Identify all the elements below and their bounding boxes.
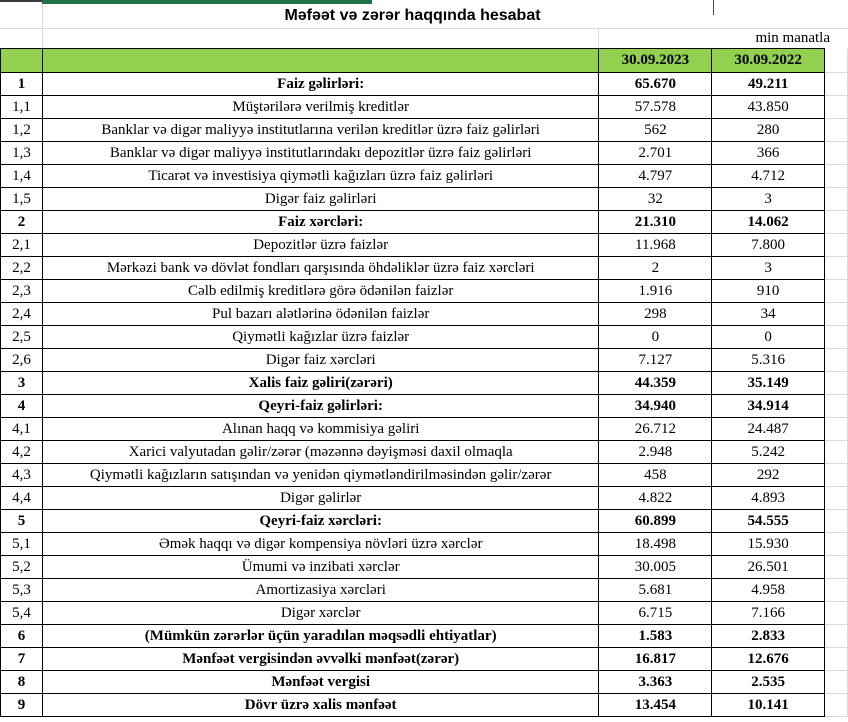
row-number[interactable]: 4,4	[1, 487, 43, 510]
row-label[interactable]: Mərkəzi bank və dövlət fondları qarşısında öhdəliklər üzrə faiz xərcləri	[42, 257, 599, 280]
row-label[interactable]: Digər faiz xərcləri	[42, 349, 599, 372]
grid-edge-cell	[825, 119, 848, 142]
row-label[interactable]: Banklar və digər maliyyə institutlarına verilən kreditlər üzrə faiz gəlirləri	[42, 119, 599, 142]
row-number[interactable]: 1	[1, 73, 43, 96]
row-number[interactable]: 2,6	[1, 349, 43, 372]
value-2023[interactable]: 6.715	[599, 602, 712, 625]
table-row	[1, 234, 848, 257]
value-2022[interactable]: 14.062	[712, 211, 825, 234]
row-number[interactable]: 7	[1, 648, 43, 671]
row-label[interactable]: Ticarət və investisiya qiymətli kağızları üzrə faiz gəlirləri	[42, 165, 599, 188]
row-label[interactable]: Digər gəlirlər	[42, 487, 599, 510]
table-row	[1, 533, 848, 556]
value-2022[interactable]: 366	[712, 142, 825, 165]
unit-note: min manatla	[755, 30, 830, 46]
grid-edge-cell	[825, 395, 848, 418]
table-row	[1, 349, 848, 372]
value-2023[interactable]: 34.940	[599, 395, 712, 418]
row-label[interactable]: (Mümkün zərərlər üçün yaradılan məqsədli ehtiyatlar)	[42, 625, 599, 648]
grid-edge-cell	[825, 326, 848, 349]
row-number[interactable]: 5	[1, 510, 43, 533]
grid-edge-cell	[825, 441, 848, 464]
grid-edge-cell	[825, 165, 848, 188]
value-2023[interactable]: 21.310	[599, 211, 712, 234]
row-label[interactable]: Pul bazarı alətlərinə ödənilən faizlər	[42, 303, 599, 326]
value-2023[interactable]: 60.899	[599, 510, 712, 533]
value-2023[interactable]: 11.968	[599, 234, 712, 257]
value-2022[interactable]: 12.676	[712, 648, 825, 671]
grid-edge-cell	[825, 234, 848, 257]
value-2022[interactable]: 5.316	[712, 349, 825, 372]
grid-edge-cell	[825, 96, 848, 119]
row-number[interactable]: 5,4	[1, 602, 43, 625]
value-2023[interactable]: 562	[599, 119, 712, 142]
value-2022[interactable]: 7.800	[712, 234, 825, 257]
value-2023[interactable]: 4.797	[599, 165, 712, 188]
row-number[interactable]: 4,3	[1, 464, 43, 487]
value-2023[interactable]: 7.127	[599, 349, 712, 372]
value-2023[interactable]: 65.670	[599, 73, 712, 96]
value-2022[interactable]: 4.958	[712, 579, 825, 602]
grid-edge-cell	[825, 142, 848, 165]
table-row	[1, 119, 848, 142]
value-2022[interactable]: 2.535	[712, 671, 825, 694]
top-green-bar-fragment	[42, 0, 372, 4]
value-2022[interactable]: 0	[712, 326, 825, 349]
row-number[interactable]: 2,1	[1, 234, 43, 257]
value-2023[interactable]: 18.498	[599, 533, 712, 556]
grid-edge-cell	[825, 533, 848, 556]
table-row	[1, 464, 848, 487]
value-2022[interactable]: 3	[712, 257, 825, 280]
table-row	[1, 648, 848, 671]
value-2022[interactable]: 49.211	[712, 73, 825, 96]
header-cell-label[interactable]	[42, 49, 599, 73]
table-row	[1, 257, 848, 280]
table-row	[1, 372, 848, 395]
row-number[interactable]: 4,2	[1, 441, 43, 464]
value-2022[interactable]: 910	[712, 280, 825, 303]
value-2022[interactable]: 15.930	[712, 533, 825, 556]
row-label[interactable]: Faiz gəlirləri:	[42, 73, 599, 96]
grid-edge-cell	[825, 556, 848, 579]
value-2022[interactable]: 43.850	[712, 96, 825, 119]
row-number[interactable]: 8	[1, 671, 43, 694]
row-number[interactable]: 2,2	[1, 257, 43, 280]
table-row	[1, 326, 848, 349]
row-label[interactable]: Müştərilərə verilmiş kreditlər	[42, 96, 599, 119]
value-2023[interactable]: 298	[599, 303, 712, 326]
sheet-gridline-vertical-a	[42, 4, 43, 48]
row-label[interactable]: Qeyri-faiz gəlirləri:	[42, 395, 599, 418]
table-row	[1, 418, 848, 441]
table-row	[1, 73, 848, 96]
table-row	[1, 602, 848, 625]
value-2023[interactable]: 3.363	[599, 671, 712, 694]
grid-edge-cell	[825, 648, 848, 671]
value-2022[interactable]: 10.141	[712, 694, 825, 717]
row-label[interactable]: Xarici valyutadan gəlir/zərər (məzənnə dəyişməsi daxil olmaqla	[42, 441, 599, 464]
profit-loss-table	[0, 48, 848, 717]
value-2023[interactable]: 2	[599, 257, 712, 280]
value-2023[interactable]: 0	[599, 326, 712, 349]
grid-edge-cell	[825, 464, 848, 487]
table-row	[1, 142, 848, 165]
row-number[interactable]: 2,4	[1, 303, 43, 326]
row-label[interactable]: Ümumi və inzibati xərclər	[42, 556, 599, 579]
value-2023[interactable]: 44.359	[599, 372, 712, 395]
value-2023[interactable]: 16.817	[599, 648, 712, 671]
table-row	[1, 303, 848, 326]
row-number[interactable]: 1,5	[1, 188, 43, 211]
grid-edge-cell	[825, 349, 848, 372]
row-number[interactable]: 1,4	[1, 165, 43, 188]
value-2022[interactable]: 280	[712, 119, 825, 142]
value-2022[interactable]: 5.242	[712, 441, 825, 464]
row-label[interactable]: Digər faiz gəlirləri	[42, 188, 599, 211]
table-row	[1, 694, 848, 717]
value-2023[interactable]: 30.005	[599, 556, 712, 579]
value-2022[interactable]: 2.833	[712, 625, 825, 648]
row-number[interactable]: 2,3	[1, 280, 43, 303]
grid-edge-cell	[825, 257, 848, 280]
row-label[interactable]: Xalis faiz gəliri(zərəri)	[42, 372, 599, 395]
grid-edge-cell	[825, 303, 848, 326]
row-label[interactable]: Faiz xərcləri:	[42, 211, 599, 234]
row-label[interactable]: Dövr üzrə xalis mənfəət	[42, 694, 599, 717]
value-2022[interactable]: 3	[712, 188, 825, 211]
row-label[interactable]: Mənfəət vergisindən əvvəlki mənfəət(zərər)	[42, 648, 599, 671]
grid-edge-cell	[825, 602, 848, 625]
table-row	[1, 280, 848, 303]
row-number[interactable]: 5,2	[1, 556, 43, 579]
grid-edge-cell	[825, 418, 848, 441]
grid-edge-cell	[825, 694, 848, 717]
row-number[interactable]: 6	[1, 625, 43, 648]
report-title: Məfəət və zərər haqqında hesabat	[284, 7, 541, 24]
table-row	[1, 188, 848, 211]
value-2022[interactable]: 34.914	[712, 395, 825, 418]
grid-edge-cell	[825, 372, 848, 395]
column-header-2023[interactable]: 30.09.2023	[599, 49, 712, 73]
row-number[interactable]: 2	[1, 211, 43, 234]
grid-edge-cell	[825, 510, 848, 533]
row-label[interactable]: Mənfəət vergisi	[42, 671, 599, 694]
table-row	[1, 671, 848, 694]
grid-edge-cell	[825, 579, 848, 602]
table-row	[1, 487, 848, 510]
value-2023[interactable]: 13.454	[599, 694, 712, 717]
row-number[interactable]: 5,3	[1, 579, 43, 602]
grid-edge-cell	[825, 671, 848, 694]
table-row	[1, 625, 848, 648]
column-header-2022[interactable]: 30.09.2022	[712, 49, 825, 73]
value-2023[interactable]: 1.916	[599, 280, 712, 303]
grid-edge-cell	[825, 280, 848, 303]
table-row	[1, 510, 848, 533]
header-edge-cell	[825, 49, 848, 73]
grid-edge-cell	[825, 625, 848, 648]
row-number[interactable]: 1,3	[1, 142, 43, 165]
header-cell-number[interactable]	[1, 49, 43, 73]
value-2022[interactable]: 7.166	[712, 602, 825, 625]
value-2023[interactable]: 458	[599, 464, 712, 487]
header-row	[1, 49, 848, 73]
top-border-fragment	[0, 0, 42, 2]
row-number[interactable]: 3	[1, 372, 43, 395]
table-row	[1, 395, 848, 418]
value-2023[interactable]: 57.578	[599, 96, 712, 119]
row-label[interactable]: Qiymətli kağızların satışından və yenidən qiymətləndirilməsindən gəlir/zərər	[42, 464, 599, 487]
row-number[interactable]: 1,2	[1, 119, 43, 142]
table-row	[1, 556, 848, 579]
row-number[interactable]: 2,5	[1, 326, 43, 349]
row-label[interactable]: Əmək haqqı və digər kompensiya növləri üzrə xərclər	[42, 533, 599, 556]
table-row	[1, 579, 848, 602]
row-label[interactable]: Cəlb edilmiş kreditlərə görə ödənilən faizlər	[42, 280, 599, 303]
value-2022[interactable]: 24.487	[712, 418, 825, 441]
value-2023[interactable]: 5.681	[599, 579, 712, 602]
row-number[interactable]: 4,1	[1, 418, 43, 441]
value-2023[interactable]: 4.822	[599, 487, 712, 510]
value-2023[interactable]: 26.712	[599, 418, 712, 441]
value-2022[interactable]: 54.555	[712, 510, 825, 533]
value-2023[interactable]: 2.701	[599, 142, 712, 165]
row-label[interactable]: Depozitlər üzrə faizlər	[42, 234, 599, 257]
value-2023[interactable]: 1.583	[599, 625, 712, 648]
row-number[interactable]: 9	[1, 694, 43, 717]
row-label[interactable]: Qeyri-faiz xərcləri:	[42, 510, 599, 533]
value-2022[interactable]: 35.149	[712, 372, 825, 395]
row-label[interactable]: Digər xərclər	[42, 602, 599, 625]
value-2022[interactable]: 26.501	[712, 556, 825, 579]
row-number[interactable]: 5,1	[1, 533, 43, 556]
table-row	[1, 165, 848, 188]
row-number[interactable]: 4	[1, 395, 43, 418]
row-label[interactable]: Banklar və digər maliyyə institutlarındakı depozitlər üzrə faiz gəlirləri	[42, 142, 599, 165]
table-row	[1, 211, 848, 234]
value-2022[interactable]: 4.893	[712, 487, 825, 510]
value-2022[interactable]: 292	[712, 464, 825, 487]
row-label[interactable]: Alınan haqq və kommisiya gəliri	[42, 418, 599, 441]
table-row	[1, 96, 848, 119]
value-2022[interactable]: 4.712	[712, 165, 825, 188]
value-2022[interactable]: 34	[712, 303, 825, 326]
grid-edge-cell	[825, 487, 848, 510]
table-body	[1, 73, 848, 717]
grid-edge-cell	[825, 188, 848, 211]
grid-edge-cell	[825, 73, 848, 96]
table-row	[1, 441, 848, 464]
value-2023[interactable]: 32	[599, 188, 712, 211]
row-label[interactable]: Qiymətli kağızlar üzrə faizlər	[42, 326, 599, 349]
row-label[interactable]: Amortizasiya xərcləri	[42, 579, 599, 602]
value-2023[interactable]: 2.948	[599, 441, 712, 464]
row-number[interactable]: 1,1	[1, 96, 43, 119]
grid-edge-cell	[825, 211, 848, 234]
